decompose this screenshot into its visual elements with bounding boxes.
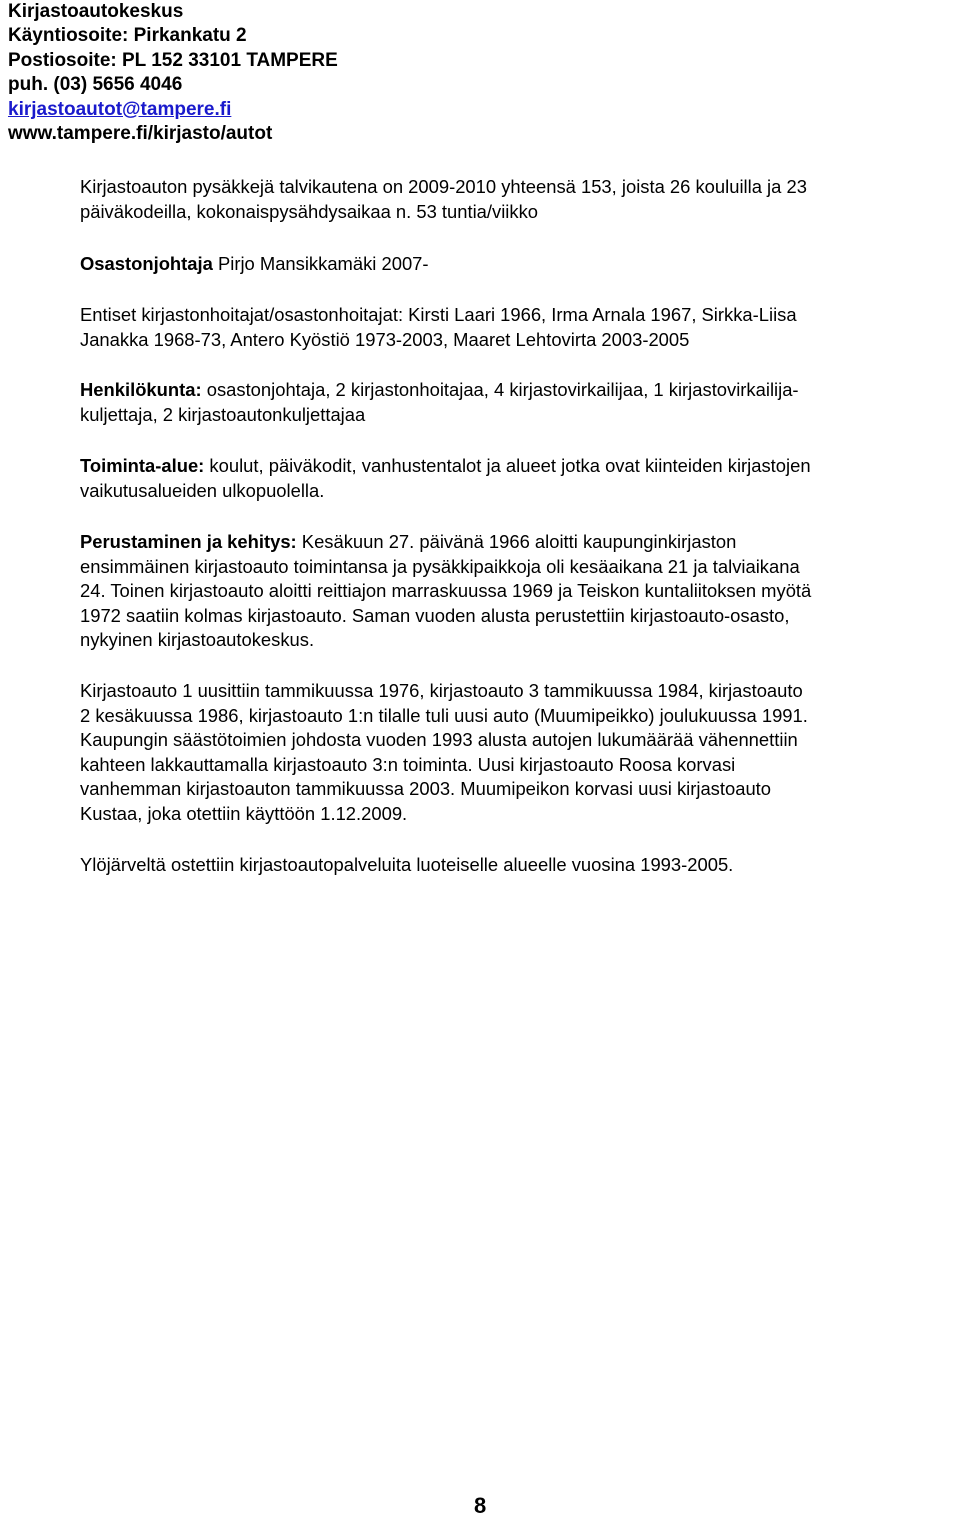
head-value: Pirjo Mansikkamäki 2007- [212, 253, 429, 274]
vehicles-line: Kirjastoauto 1 uusittiin tammikuussa 1976, kirjastoauto 3 tammikuussa 1984, kirjastoauto [80, 680, 803, 701]
head-label: Osastonjohtaja [80, 253, 213, 274]
vehicles-line: 2 kesäkuussa 1986, kirjastoauto 1:n tilalle tuli uusi auto (Muumipeikko) joulukuussa 1991. [80, 704, 808, 726]
stops-line: Kirjastoauton pysäkkejä talvikautena on 2009-2010 yhteensä 153, joista 26 kouluilla ja 23 [80, 176, 807, 197]
history-text: ensimmäinen kirjastoauto toimintansa ja pysäkkipaikkoja oli kesäaikana 21 ja talviaikana [80, 555, 800, 577]
former-heads-line: Janakka 1968-73, Antero Kyöstiö 1973-2003, Maaret Lehtovirta 2003-2005 [80, 328, 690, 350]
history-text: Kesäkuun 27. päivänä 1966 aloitti kaupunginkirjaston [296, 531, 737, 552]
vehicles-paragraph [80, 679, 960, 827]
visit-address: Käyntiosoite: Pirkankatu 2 [8, 25, 247, 47]
website-address: www.tampere.fi/kirjasto/autot [8, 123, 273, 145]
area-text: koulut, päiväkodit, vanhustentalot ja alueet jotka ovat kiinteiden kirjastojen [204, 455, 811, 476]
postal-address: Postiosoite: PL 152 33101 TAMPERE [8, 49, 338, 71]
history-label: Perustaminen ja kehitys: [80, 531, 297, 552]
ylojarvi-paragraph [80, 853, 960, 878]
stops-paragraph [80, 175, 960, 224]
ylojarvi-line: Ylöjärveltä ostettiin kirjastoautopalveluita luoteiselle alueelle vuosina 1993-2005. [80, 854, 734, 875]
stops-line: päiväkodeilla, kokonaispysähdysaikaa n. 53 tuntia/viikko [80, 200, 538, 222]
vehicles-line: Kustaa, joka otettiin käyttöön 1.12.2009. [80, 802, 408, 824]
email-link[interactable]: kirjastoautot@tampere.fi [8, 98, 232, 120]
head-paragraph [80, 252, 960, 277]
vehicles-line: kahteen lakkauttamalla kirjastoauto 3:n toiminta. Uusi kirjastoauto Roosa korvasi [80, 753, 736, 775]
area-label: Toiminta-alue: [80, 455, 205, 476]
staff-text: osastonjohtaja, 2 kirjastonhoitajaa, 4 kirjastovirkailijaa, 1 kirjastovirkailija- [201, 379, 799, 400]
staff-text: kuljettaja, 2 kirjastoautonkuljettajaa [80, 403, 366, 425]
vehicles-line: Kaupungin säästötoimien johdosta vuoden 1993 alusta autojen lukumäärää vähennettiin [80, 729, 798, 751]
former-heads-line: Entiset kirjastonhoitajat/osastonhoitajat: Kirsti Laari 1966, Irma Arnala 1967, Sirkka-Liisa [80, 304, 797, 325]
area-paragraph [80, 454, 960, 503]
contact-header [8, 0, 338, 146]
history-text: 24. Toinen kirjastoauto aloitti reittiajon marraskuussa 1969 ja Teiskon kuntaliitoksen myötä [80, 580, 812, 602]
staff-label: Henkilökunta: [80, 379, 202, 400]
page-number: 8 [474, 1493, 487, 1518]
history-paragraph [80, 530, 960, 653]
organization-name: Kirjastoautokeskus [8, 1, 184, 22]
history-text: nykyinen kirjastoautokeskus. [80, 629, 315, 651]
history-text: 1972 saatiin kolmas kirjastoauto. Saman vuoden alusta perustettiin kirjastoauto-osasto, [80, 604, 790, 626]
area-text: vaikutusalueiden ulkopuolella. [80, 479, 325, 501]
vehicles-line: vanhemman kirjastoauton tammikuussa 2003. Muumipeikon korvasi uusi kirjastoauto [80, 778, 772, 800]
staff-paragraph [80, 378, 960, 427]
phone-number: puh. (03) 5656 4046 [8, 74, 183, 96]
former-heads-paragraph [80, 303, 960, 352]
